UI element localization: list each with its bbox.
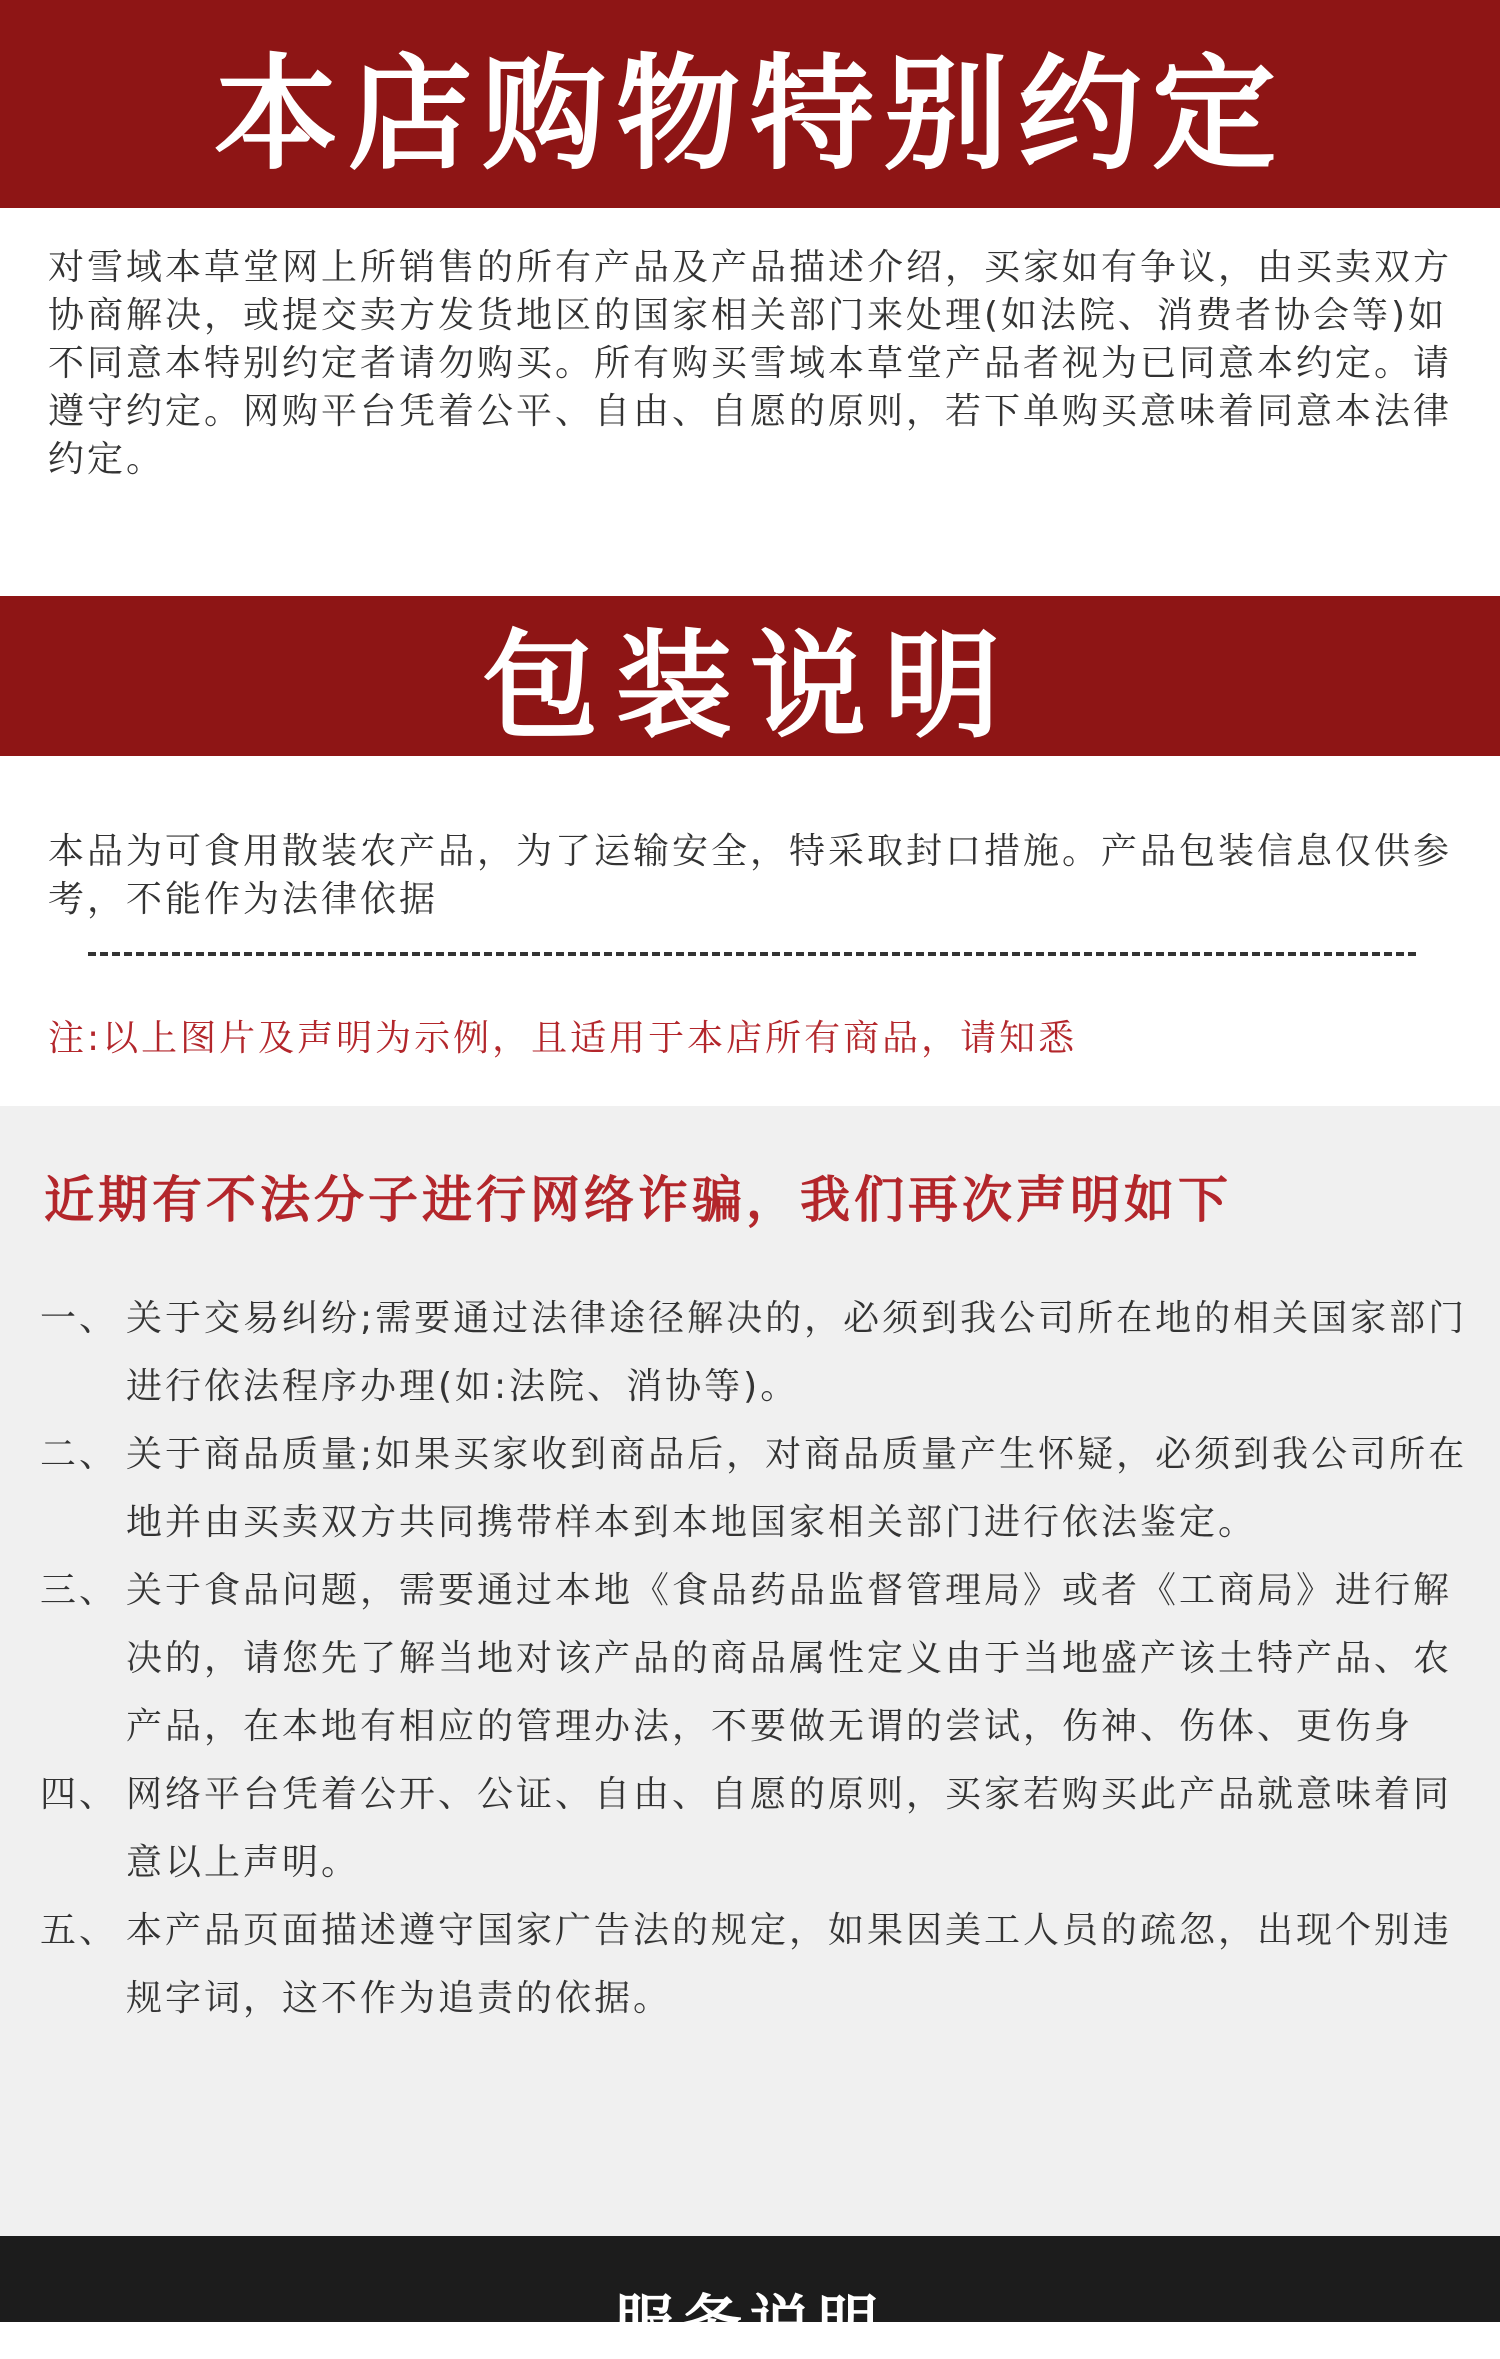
fraud-warning-clauses — [0, 1285, 1500, 2033]
packaging-title: 包装说明 — [482, 618, 1018, 754]
packaging-note: 注:以上图片及声明为示例，且适用于本店所有商品，请知悉 — [48, 1018, 1078, 1059]
clause-number: 五、 — [40, 1910, 119, 1951]
clause-number: 三、 — [40, 1570, 119, 1611]
clause-text: 关于食品问题，需要通过本地《食品药品监督管理局》或者《工商局》进行解决的，请您先了解当地对该产品的商品属性定义由于当地盛产该土特产品、农产品，在本地有相应的管理办法，不要做无谓的尝试，伤神、伤体、更伤身 — [126, 1570, 1453, 1747]
clause-number: 一、 — [40, 1298, 119, 1339]
clause-item — [0, 1557, 1500, 1761]
service-notes-banner — [0, 2236, 1500, 2359]
dashed-divider — [88, 952, 1416, 956]
clause-text: 本产品页面描述遵守国家广告法的规定，如果因美工人员的疏忽，出现个别违规字词，这不作为追责的依据。 — [126, 1910, 1453, 2019]
clause-item — [0, 1761, 1500, 1897]
packaging-body: 本品为可食用散装农产品，为了运输安全，特采取封口措施。产品包装信息仅供参考，不能作为法律依据 — [48, 831, 1453, 920]
fraud-warning-heading: 近期有不法分子进行网络诈骗，我们再次声明如下 — [44, 1171, 1232, 1229]
clause-text: 关于交易纠纷;需要通过法律途径解决的，必须到我公司所在地的相关国家部门进行依法程序办理(如:法院、消协等)。 — [126, 1298, 1468, 1407]
special-agreement-title: 本店购物特别约定 — [213, 43, 1286, 187]
service-notes-title: 服务说明 — [614, 2289, 886, 2359]
clause-item — [0, 1897, 1500, 2033]
clause-text: 网络平台凭着公开、公证、自由、自愿的原则，买家若购买此产品就意味着同意以上声明。 — [126, 1774, 1453, 1883]
packaging-banner — [0, 596, 1500, 756]
clause-number: 四、 — [40, 1774, 119, 1815]
clause-item — [0, 1285, 1500, 1421]
special-agreement-banner — [0, 0, 1500, 208]
special-agreement-body: 对雪域本草堂网上所销售的所有产品及产品描述介绍，买家如有争议，由买卖双方协商解决，或提交卖方发货地区的国家相关部门来处理(如法院、消费者协会等)如不同意本特别约定者请勿购买。所有购买雪域本草堂产品者视为已同意本约定。请遵守约定。网购平台凭着公平、自由、自愿的原则，若下单购买意味着同意本法律约定。 — [48, 247, 1453, 480]
clause-item — [0, 1421, 1500, 1557]
clause-text: 关于商品质量;如果买家收到商品后，对商品质量产生怀疑，必须到我公司所在地并由买卖双方共同携带样本到本地国家相关部门进行依法鉴定。 — [126, 1434, 1468, 1543]
clause-number: 二、 — [40, 1434, 119, 1475]
